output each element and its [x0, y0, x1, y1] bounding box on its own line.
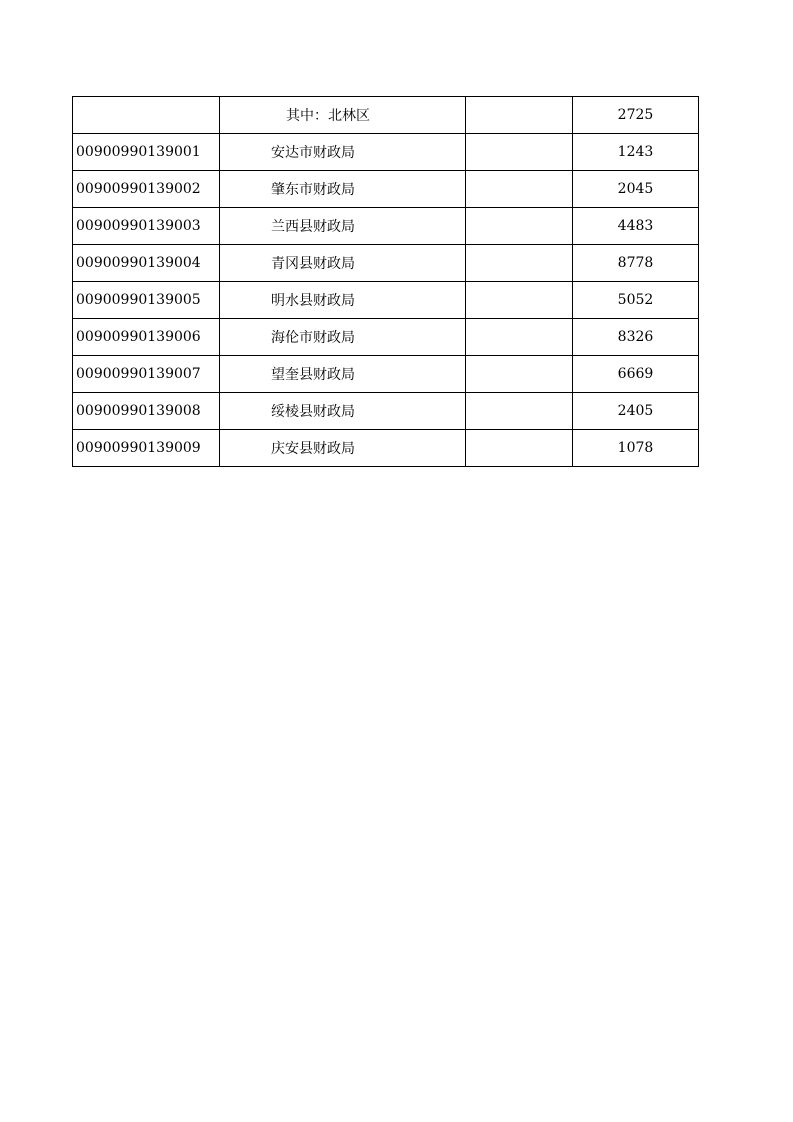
- cell-amount: 2725: [573, 97, 699, 134]
- cell-name: [220, 319, 466, 356]
- table-row: [73, 171, 699, 208]
- cell-note: [466, 282, 573, 319]
- cell-note: [466, 393, 573, 430]
- cell-name: [220, 356, 466, 393]
- cell-name: [220, 171, 466, 208]
- cell-name: [220, 245, 466, 282]
- cell-name: [220, 282, 466, 319]
- cell-name: [220, 430, 466, 467]
- cell-code: 00900990139001: [73, 134, 220, 171]
- table-row: [73, 319, 699, 356]
- cell-amount: 8778: [573, 245, 699, 282]
- table-row: [73, 282, 699, 319]
- cell-name: [220, 208, 466, 245]
- cell-name: [220, 134, 466, 171]
- cell-name-text: 望奎县财政局: [271, 367, 355, 383]
- cell-code: 00900990139005: [73, 282, 220, 319]
- table-row: [73, 245, 699, 282]
- cell-name-text: 海伦市财政局: [271, 330, 355, 346]
- cell-code: 00900990139008: [73, 393, 220, 430]
- table-row: [73, 134, 699, 171]
- cell-name-text: 绥棱县财政局: [271, 404, 355, 420]
- table-row: [73, 393, 699, 430]
- cell-note: [466, 430, 573, 467]
- cell-name-text: 其中：北林区: [286, 108, 370, 124]
- cell-note: [466, 171, 573, 208]
- cell-code: 00900990139004: [73, 245, 220, 282]
- cell-amount: 4483: [573, 208, 699, 245]
- cell-note: [466, 319, 573, 356]
- cell-code: 00900990139007: [73, 356, 220, 393]
- cell-amount: 1243: [573, 134, 699, 171]
- cell-name-text: 兰西县财政局: [271, 219, 355, 235]
- cell-name-text: 安达市财政局: [271, 145, 355, 161]
- cell-amount: 8326: [573, 319, 699, 356]
- cell-code: 00900990139003: [73, 208, 220, 245]
- cell-note: [466, 97, 573, 134]
- cell-amount: 1078: [573, 430, 699, 467]
- cell-code: [73, 97, 220, 134]
- cell-name-text: 肇东市财政局: [271, 182, 355, 198]
- cell-amount: 5052: [573, 282, 699, 319]
- table-row: [73, 430, 699, 467]
- cell-note: [466, 208, 573, 245]
- cell-note: [466, 356, 573, 393]
- cell-name-text: 明水县财政局: [271, 293, 355, 309]
- cell-name-text: 青冈县财政局: [271, 256, 355, 272]
- table-row: [73, 97, 699, 134]
- table-row: [73, 356, 699, 393]
- cell-note: [466, 134, 573, 171]
- finance-table: [72, 96, 699, 467]
- cell-amount: 2045: [573, 171, 699, 208]
- cell-name: [220, 393, 466, 430]
- table-body: [73, 97, 699, 467]
- cell-code: 00900990139002: [73, 171, 220, 208]
- cell-name-text: 庆安县财政局: [271, 441, 355, 457]
- cell-note: [466, 245, 573, 282]
- cell-amount: 2405: [573, 393, 699, 430]
- cell-name: [220, 97, 466, 134]
- cell-code: 00900990139009: [73, 430, 220, 467]
- cell-code: 00900990139006: [73, 319, 220, 356]
- cell-amount: 6669: [573, 356, 699, 393]
- table-row: [73, 208, 699, 245]
